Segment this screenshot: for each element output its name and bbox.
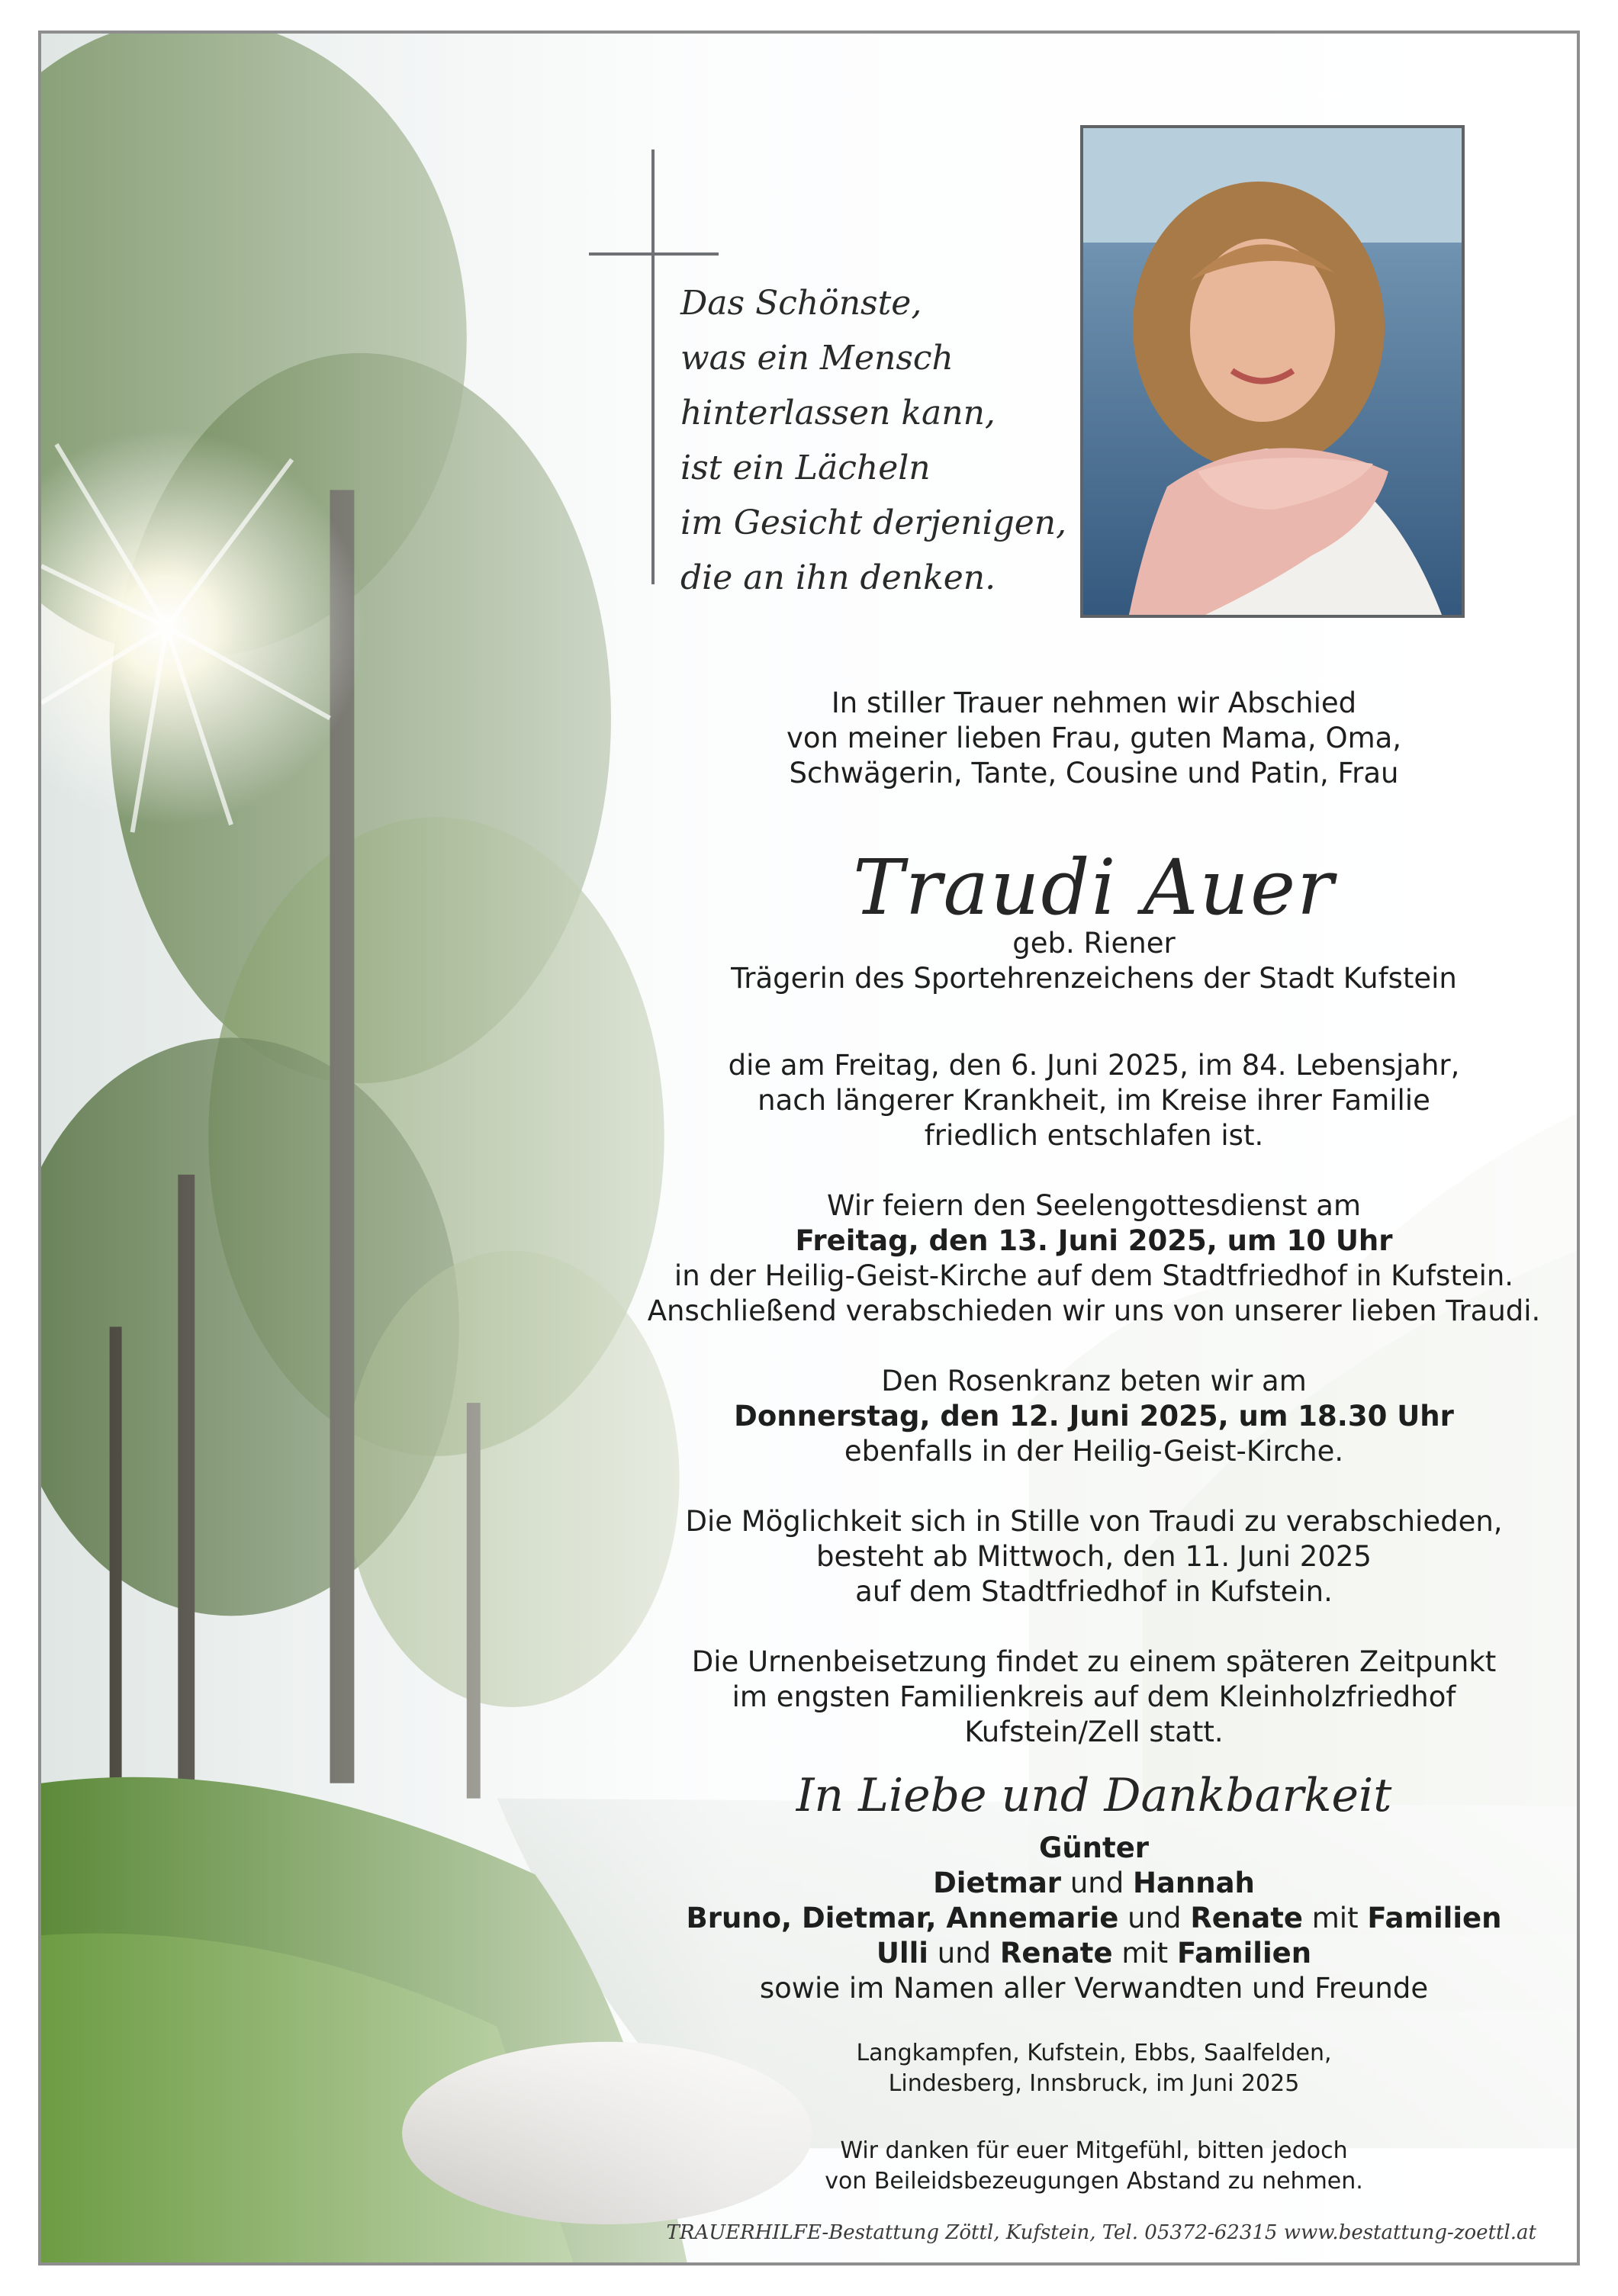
death-notice-line: die am Freitag, den 6. Juni 2025, im 84. Lebensjahr, [728, 1049, 1460, 1082]
mourner-conj: mit [1311, 1902, 1359, 1934]
mourner-conj: und [1127, 1902, 1182, 1934]
thanks-text [636, 2136, 1552, 2197]
death-notice-line: friedlich entschlafen ist. [924, 1119, 1264, 1152]
maiden-name: geb. Riener [1012, 927, 1176, 960]
rosary-details [636, 1364, 1552, 1469]
intro-line: von meiner lieben Frau, guten Mama, Oma, [786, 722, 1402, 754]
mass-intro: Wir feiern den Seelengottesdienst am [826, 1189, 1362, 1222]
quote-line: Das Schönste, [680, 284, 922, 323]
urn-details [636, 1645, 1552, 1750]
farewell-line: besteht ab Mittwoch, den 11. Juni 2025 [816, 1540, 1372, 1573]
obituary-card [38, 31, 1580, 2265]
mourner-name: Familien [1367, 1902, 1502, 1934]
intro-line: Schwägerin, Tante, Cousine und Patin, Frau [789, 757, 1399, 789]
thanks-line: Wir danken für euer Mitgefühl, bitten jedoch [840, 2137, 1348, 2164]
mourner-name: Renate [999, 1937, 1113, 1970]
memorial-quote [680, 276, 1108, 606]
quote-line: im Gesicht derjenigen, [680, 503, 1067, 542]
mourner-line: sowie im Namen aller Verwandten und Freunde [759, 1972, 1429, 2005]
mourner-line [636, 1936, 1552, 1971]
mourner-name: Ulli [876, 1937, 928, 1970]
death-notice-line: nach längerer Krankheit, im Kreise ihrer Familie [758, 1084, 1430, 1117]
honor-text: Trägerin des Sportehrenzeichens der Stadt Kufstein [731, 962, 1457, 995]
mourner-name: Familien [1176, 1937, 1312, 1970]
mourner-conj: und [937, 1937, 992, 1970]
mass-details [636, 1188, 1552, 1329]
urn-line: im engsten Familienkreis auf dem Kleinholzfriedhof [732, 1680, 1456, 1713]
mourner-conj: und [1070, 1867, 1124, 1899]
mourner-line [636, 1866, 1552, 1901]
mourner-line [636, 1901, 1552, 1936]
mourner-name: Renate [1190, 1902, 1303, 1934]
mourner-line: Günter [1038, 1831, 1150, 1864]
deceased-name: Traudi Auer [853, 843, 1335, 932]
quote-line: die an ihn denken. [680, 558, 996, 597]
urn-line: Kufstein/Zell statt. [964, 1716, 1224, 1748]
quote-line: was ein Mensch [680, 339, 954, 378]
thanks-line: von Beileidsbezeugungen Abstand zu nehmen. [825, 2168, 1363, 2195]
mourner-name: Dietmar [933, 1867, 1062, 1899]
rosary-date: Donnerstag, den 12. Juni 2025, um 18.30 Uhr [734, 1400, 1454, 1433]
places-line: Langkampfen, Kufstein, Ebbs, Saalfelden, [856, 2040, 1332, 2066]
death-notice [636, 1048, 1552, 1153]
urn-line: Die Urnenbeisetzung findet zu einem späteren Zeitpunkt [691, 1645, 1497, 1678]
farewell-line: Die Möglichkeit sich in Stille von Traudi zu verabschieden, [685, 1505, 1503, 1538]
mass-after: Anschließend verabschieden wir uns von unserer lieben Traudi. [647, 1294, 1541, 1327]
mourner-conj: mit [1121, 1937, 1169, 1970]
farewell-line: auf dem Stadtfriedhof in Kufstein. [855, 1575, 1333, 1608]
cross-vertical [651, 150, 655, 584]
funeral-home-footer: TRAUERHILFE-Bestattung Zöttl, Kufstein, Tel. 05372-62315 www.bestattung-zoettl.at [666, 2221, 1536, 2244]
places-text [636, 2038, 1552, 2099]
portrait-photo [1080, 125, 1465, 618]
intro-text [636, 686, 1552, 791]
intro-line: In stiller Trauer nehmen wir Abschied [831, 687, 1357, 719]
quote-line: ist ein Lächeln [680, 449, 931, 487]
rosary-intro: Den Rosenkranz beten wir am [881, 1365, 1307, 1397]
mourners-list [636, 1831, 1552, 2006]
mass-place: in der Heilig-Geist-Kirche auf dem Stadtfriedhof in Kufstein. [674, 1259, 1514, 1292]
rosary-place: ebenfalls in der Heilig-Geist-Kirche. [844, 1435, 1344, 1468]
mass-date: Freitag, den 13. Juni 2025, um 10 Uhr [795, 1224, 1393, 1257]
mourner-name: Hannah [1132, 1867, 1255, 1899]
mourner-name: Bruno, Dietmar, Annemarie [686, 1902, 1119, 1934]
quote-line: hinterlassen kann, [680, 394, 996, 433]
places-line: Lindesberg, Innsbruck, im Juni 2025 [888, 2070, 1300, 2097]
portrait-image [1083, 128, 1462, 615]
farewell-details [636, 1504, 1552, 1609]
cross-horizontal [589, 252, 719, 256]
mourners-heading: In Liebe und Dankbarkeit [796, 1769, 1392, 1822]
